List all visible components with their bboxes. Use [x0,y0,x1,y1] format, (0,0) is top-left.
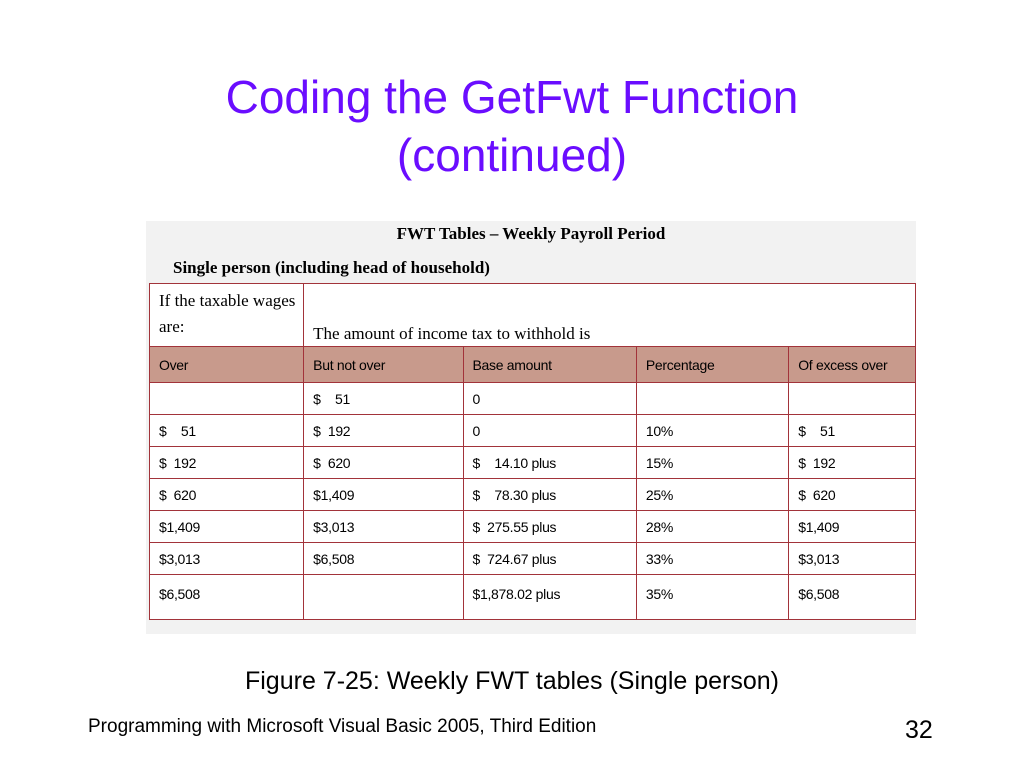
column-header-base-amount: Base amount [463,347,636,383]
column-header-percentage: Percentage [636,347,788,383]
table-cell: 25% [636,479,788,511]
table-header-row [150,347,916,383]
table-cell: $ 275.55 plus [463,511,636,543]
table-cell: $ 192 [789,447,916,479]
slide-title [0,68,1024,184]
figure-subheading: Single person (including head of household) [173,258,490,277]
table-row [150,447,916,479]
table-row [150,543,916,575]
table-row [150,479,916,511]
column-header-but-not-over: But not over [304,347,463,383]
table-row [150,383,916,415]
table-cell: $ 724.67 plus [463,543,636,575]
table-cell: $ 620 [150,479,304,511]
table-cell: $1,409 [789,511,916,543]
table-cell: $6,508 [789,575,916,620]
table-cell: $ 620 [789,479,916,511]
table-intro-row [150,284,916,347]
column-header-over: Over [150,347,304,383]
table-cell: 28% [636,511,788,543]
table-cell: $3,013 [304,511,463,543]
table-cell: $1,409 [150,511,304,543]
table-cell: $1,878.02 plus [463,575,636,620]
table-cell: $3,013 [150,543,304,575]
table-cell: 35% [636,575,788,620]
figure-heading: FWT Tables – Weekly Payroll Period [396,224,666,243]
page-number: 32 [905,716,933,744]
column-header-of-excess-over: Of excess over [789,347,916,383]
figure-caption: Figure 7-25: Weekly FWT tables (Single person) [244,667,779,695]
table-cell: 0 [463,383,636,415]
table-cell: $ 14.10 plus [463,447,636,479]
table-row [150,415,916,447]
table-cell: $3,013 [789,543,916,575]
table-cell [150,383,304,415]
table-cell [789,383,916,415]
fwt-figure [146,221,916,634]
fwt-table [149,283,916,620]
slide-title-line-1: Coding the GetFwt Function [225,71,799,123]
table-cell [304,575,463,620]
footer-text: Programming with Microsoft Visual Basic 2005, Third Edition [88,716,597,737]
table-row [150,575,916,620]
table-cell: $ 51 [150,415,304,447]
intro-taxable-wages: If the taxable wages are: [150,284,304,347]
table-cell: 0 [463,415,636,447]
table-cell [636,383,788,415]
table-cell: $1,409 [304,479,463,511]
table-cell: $ 51 [789,415,916,447]
table-cell: 33% [636,543,788,575]
table-cell: $ 51 [304,383,463,415]
table-cell: $ 192 [304,415,463,447]
table-cell: $ 78.30 plus [463,479,636,511]
table-cell: 15% [636,447,788,479]
table-cell: $6,508 [304,543,463,575]
table-cell: $ 620 [304,447,463,479]
intro-withhold-amount: The amount of income tax to withhold is [304,284,916,347]
table-cell: $6,508 [150,575,304,620]
table-cell: 10% [636,415,788,447]
table-cell: $ 192 [150,447,304,479]
table-row [150,511,916,543]
slide-title-line-2: (continued) [396,129,628,181]
